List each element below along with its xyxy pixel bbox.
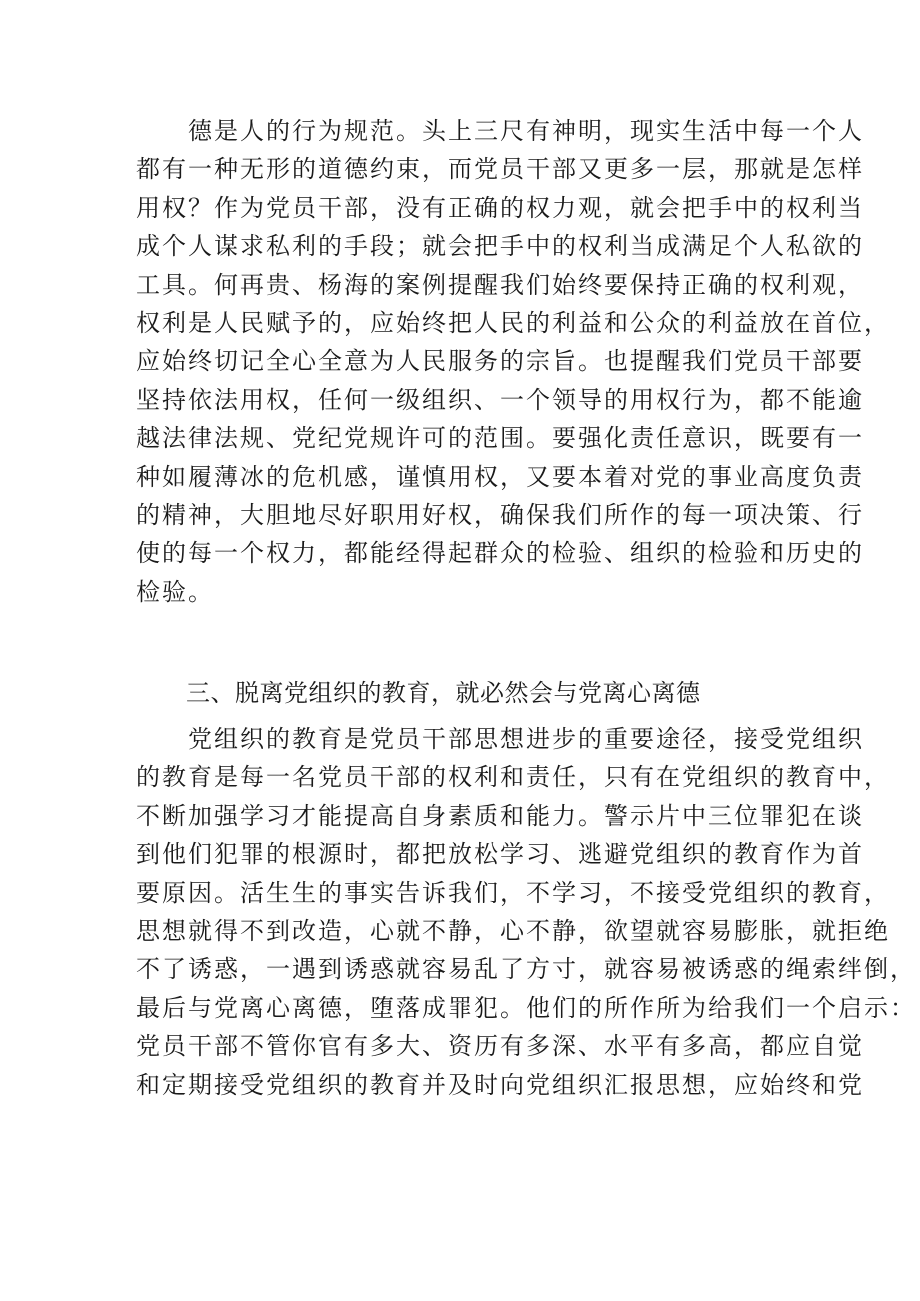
paragraph-power-use <box>136 112 890 611</box>
paragraph-line: 工具。何再贵、杨海的案例提醒我们始终要保持正确的权利观， <box>136 270 864 299</box>
paragraph-line: 思想就得不到改造，心就不静，心不静，欲望就容易膨胀，就拒绝 <box>136 916 890 945</box>
paragraph-line: 党组织的教育是党员干部思想进步的重要途径，接受党组织 <box>188 725 864 753</box>
paragraph-line: 要原因。活生生的事实告诉我们，不学习，不接受党组织的教育， <box>136 878 890 907</box>
paragraph-line: 应始终切记全心全意为人民服务的宗旨。也提醒我们党员干部要 <box>136 347 864 376</box>
paragraph-line: 不断加强学习才能提高自身素质和能力。警示片中三位罪犯在谈 <box>136 801 864 830</box>
paragraph-line: 德是人的行为规范。头上三尺有神明，现实生活中每一个人 <box>188 117 864 145</box>
paragraph-line: 最后与党离心离德，堕落成罪犯。他们的所作所为给我们一个启示： <box>136 993 916 1022</box>
paragraph-line: 不了诱惑，一遇到诱惑就容易乱了方寸，就容易被诱惑的绳索绊倒， <box>136 955 916 984</box>
paragraph-line: 的教育是每一名党员干部的权利和责任，只有在党组织的教育中， <box>136 763 890 792</box>
paragraph-line: 的精神，大胆地尽好职用好权，确保我们所作的每一项决策、行 <box>136 500 864 529</box>
paragraph-line: 种如履薄冰的危机感，谨慎用权，又要本着对党的事业高度负责 <box>136 462 864 491</box>
paragraph-line: 检验。 <box>136 577 214 606</box>
paragraph-line: 用权？作为党员干部，没有正确的权力观，就会把手中的权利当 <box>136 193 864 222</box>
paragraph-party-education <box>136 720 916 1104</box>
paragraph-line: 党员干部不管你官有多大、资历有多深、水平有多高，都应自觉 <box>136 1032 864 1061</box>
paragraph-line: 成个人谋求私利的手段；就会把手中的权利当成满足个人私欲的 <box>136 232 864 261</box>
paragraph-line: 使的每一个权力，都能经得起群众的检验、组织的检验和历史的 <box>136 539 864 568</box>
section-heading: 三、脱离党组织的教育，就必然会与党离心离德 <box>186 679 701 707</box>
paragraph-line: 都有一种无形的道德约束，而党员干部又更多一层，那就是怎样 <box>136 155 864 184</box>
paragraph-line: 权利是人民赋予的，应始终把人民的利益和公众的利益放在首位， <box>136 308 890 337</box>
paragraph-line: 越法律法规、党纪党规许可的范围。要强化责任意识，既要有一 <box>136 424 864 453</box>
paragraph-line: 到他们犯罪的根源时，都把放松学习、逃避党组织的教育作为首 <box>136 840 864 869</box>
paragraph-line: 坚持依法用权，任何一级组织、一个领导的用权行为，都不能逾 <box>136 385 864 414</box>
paragraph-line: 和定期接受党组织的教育并及时向党组织汇报思想，应始终和党 <box>136 1070 864 1099</box>
